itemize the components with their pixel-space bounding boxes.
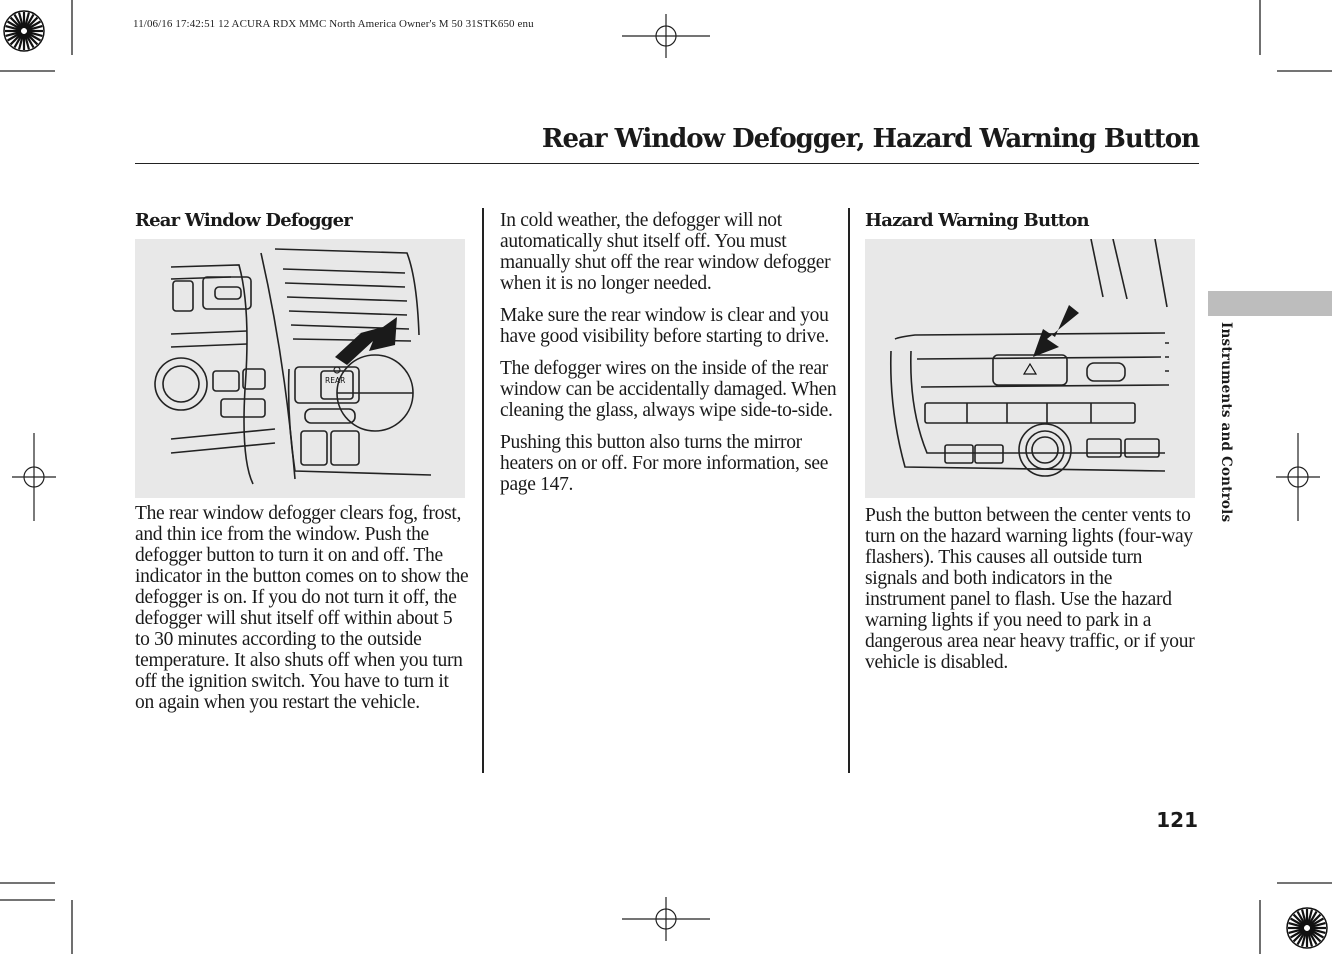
middle-paragraph: Pushing this button also turns the mirror heaters on or off. For more information, see page 147. <box>500 432 829 495</box>
title-rule <box>135 163 1199 164</box>
page-title: Rear Window Defogger, Hazard Warning Button <box>541 124 1199 154</box>
registration-sunburst-bottom-right <box>1283 904 1331 952</box>
page-number: 121 <box>1156 808 1198 832</box>
defogger-body: The rear window defogger clears fog, frost, and thin ice from the window. Push the defogger button to turn it on and off. The indicator in the button comes on to show the defogger is on. If you do not turn it off, the defogger will shut itself off within about 5 to 30 minutes according to the outside temperature. It also shuts off when you turn off the ignition switch. You have to turn it on again when you restart the vehicle. <box>135 503 469 713</box>
print-stamp: 11/06/16 17:42:51 12 ACURA RDX MMC North America Owner's M 50 31STK650 enu <box>133 18 534 30</box>
hazard-triangle-icon <box>1024 364 1036 374</box>
column-divider-right <box>848 208 850 773</box>
defogger-illustration <box>135 239 465 498</box>
rear-defogger-label: REAR <box>325 376 346 385</box>
defogger-heading: Rear Window Defogger <box>135 210 352 231</box>
middle-paragraph: In cold weather, the defogger will not automatically shut itself off. You must manually shut off the rear window defogger when it is no longer needed. <box>500 210 831 294</box>
registration-crosshair-top <box>622 14 710 58</box>
registration-crosshair-left <box>12 433 56 521</box>
column-divider-left <box>482 208 484 773</box>
hazard-body: Push the button between the center vents to turn on the hazard warning lights (four-way flashers). This causes all outside turn signals and both indicators in the instrument panel to flash. Use the hazard warning lights if you need to park in a dangerous area near heavy traffic, or if your vehicle is disabled. <box>865 505 1195 673</box>
section-tab-label: Instruments and Controls <box>1218 322 1234 523</box>
hazard-illustration <box>865 239 1195 498</box>
registration-crosshair-right <box>1276 433 1320 521</box>
registration-crosshair-bottom <box>622 897 710 941</box>
registration-sunburst-top-left <box>0 7 48 55</box>
hazard-heading: Hazard Warning Button <box>865 210 1089 231</box>
pointer-arrow-icon <box>1033 305 1079 357</box>
middle-paragraph: Make sure the rear window is clear and you have good visibility before starting to drive. <box>500 305 830 347</box>
section-tab <box>1208 291 1332 316</box>
middle-column <box>500 210 838 495</box>
middle-paragraph: The defogger wires on the inside of the rear window can be accidentally damaged. When cleaning the glass, always wipe side-to-side. <box>500 358 837 421</box>
